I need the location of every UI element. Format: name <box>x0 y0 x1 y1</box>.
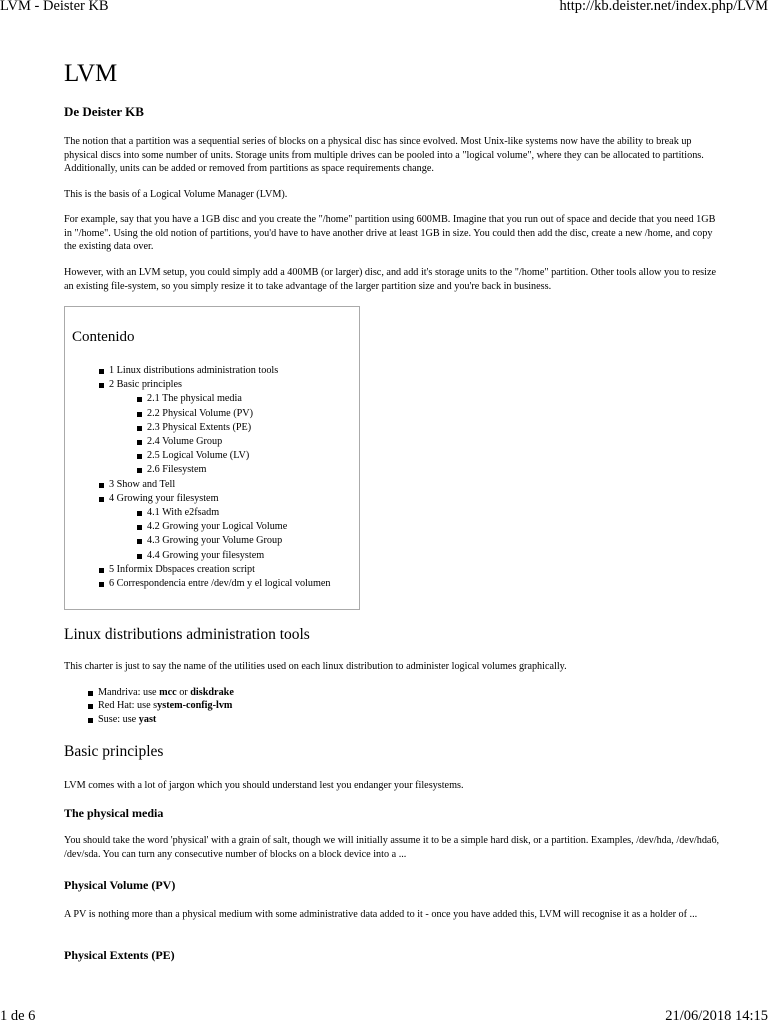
intro-paragraph-2: This is the basis of a Logical Volume Manager (LVM). <box>64 188 720 202</box>
toc-sublink[interactable]: 4.4 Growing your filesystem <box>137 549 331 563</box>
toc-link[interactable]: 2 Basic principles 2.1 The physical media 2.2 Physical Volume (PV) 2.3 Physical Extents (PE) 2.4 Volume Group 2.5 Logical Volume (LV) 2.6 Filesystem <box>99 378 331 477</box>
page-title: LVM <box>64 60 117 88</box>
section-linux-tools-text: This charter is just to say the name of the utilities used on each linux distribution to administer logical volumes graphically. <box>64 660 720 674</box>
intro-paragraph-1: The notion that a partition was a sequential series of blocks on a physical disc has since evolved. Most Unix-like systems now have the ability to break up physical discs into some number of units. Storage units from multiple drives can be pooled into a "logical volume", where they can be allocated to partitions. Additionally, units can be added or removed from partitions as space requirements change. <box>64 135 720 176</box>
toc-sublink[interactable]: 2.2 Physical Volume (PV) <box>137 407 331 421</box>
print-header-title: LVM - Deister KB <box>0 0 109 15</box>
page-subtitle: De Deister KB <box>64 104 144 120</box>
toc-link[interactable]: 5 Informix Dbspaces creation script <box>99 563 331 577</box>
print-header-url[interactable]: http://kb.deister.net/index.php/LVM <box>560 0 768 15</box>
list-item: Red Hat: use system-config-lvm <box>88 699 234 712</box>
list-item: Suse: use yast <box>88 713 234 726</box>
subsection-physical-volume-text: A PV is nothing more than a physical medium with some administrative data added to it - once you have added this, LVM will recognise it as a holder of ... <box>64 908 720 922</box>
subsection-physical-media-text: You should take the word 'physical' with a grain of salt, though we will initially assume it to be a simple hard disk, or a partition. Examples, /dev/hda, /dev/hda6, /dev/sda. You can turn any consecutive number of blocks on a block device into a ... <box>64 834 720 861</box>
toc-sublink[interactable]: 4.2 Growing your Logical Volume <box>137 520 331 534</box>
toc-sublink[interactable]: 4.1 With e2fsadm <box>137 506 331 520</box>
toc-link[interactable]: 6 Correspondencia entre /dev/dm y el logical volumen <box>99 577 331 591</box>
toc-sublink[interactable]: 2.5 Logical Volume (LV) <box>137 449 331 463</box>
toc-link[interactable]: 3 Show and Tell <box>99 478 331 492</box>
toc-link[interactable]: 4 Growing your filesystem 4.1 With e2fsadm 4.2 Growing your Logical Volume 4.3 Growing your Volume Group 4.4 Growing your filesystem <box>99 492 331 563</box>
subsection-heading-physical-extents: Physical Extents (PE) <box>64 948 175 963</box>
intro-paragraph-3: For example, say that you have a 1GB disc and you create the "/home" partition using 600MB. Imagine that you run out of space and decide that you need 1GB in "/home". Using the old notion of partitions, you'd have to have another drive at least 1GB in size. You could then add the disc, create a new /home, and copy the existing data over. <box>64 213 720 254</box>
toc-sublink[interactable]: 2.4 Volume Group <box>137 435 331 449</box>
section-heading-basic-principles: Basic principles <box>64 743 163 761</box>
toc-sublink[interactable]: 2.6 Filesystem <box>137 463 331 477</box>
subsection-heading-physical-media: The physical media <box>64 806 163 821</box>
list-item: Mandriva: use mcc or diskdrake <box>88 686 234 699</box>
toc-link[interactable]: 1 Linux distributions administration tools <box>99 364 331 378</box>
section-heading-linux-tools: Linux distributions administration tools <box>64 626 310 644</box>
toc-sublink[interactable]: 2.3 Physical Extents (PE) <box>137 421 331 435</box>
print-footer-date: 21/06/2018 14:15 <box>665 1008 768 1025</box>
table-of-contents <box>64 306 360 610</box>
toc-sublink[interactable]: 4.3 Growing your Volume Group <box>137 534 331 548</box>
toc-title: Contenido <box>72 329 135 346</box>
toc-sublink[interactable]: 2.1 The physical media <box>137 392 331 406</box>
subsection-heading-physical-volume: Physical Volume (PV) <box>64 878 175 893</box>
section-basic-principles-text: LVM comes with a lot of jargon which you should understand lest you endanger your filesystems. <box>64 779 720 793</box>
tools-list <box>88 686 234 726</box>
toc-list <box>99 364 331 591</box>
print-footer-page: 1 de 6 <box>0 1008 35 1025</box>
intro-paragraph-4: However, with an LVM setup, you could simply add a 400MB (or larger) disc, and add it's storage units to the "/home" partition. Other tools allow you to resize an existing file-system, so you simply resize it to take advantage of the larger partition size and you're back in business. <box>64 266 720 293</box>
